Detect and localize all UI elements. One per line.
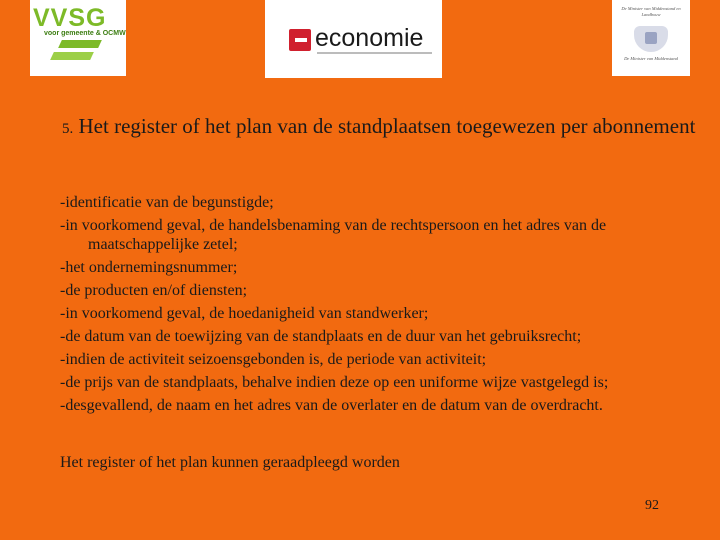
list-item: -identificatie van de begunstigde; — [60, 194, 274, 211]
economie-logo-icon — [289, 29, 311, 51]
list-item: -in voorkomend geval, de hoedanigheid van standwerker; — [60, 305, 429, 322]
list-item: -de datum van de toewijzing van de standplaats en de duur van het gebruiksrecht; — [60, 328, 582, 345]
economie-logo-tagline-line — [317, 52, 432, 54]
register-note: Het register of het plan kunnen geraadpleegd worden — [60, 454, 400, 471]
list-item: -de prijs van de standplaats, behalve indien deze op een uniforme wijze vastgelegd is; — [60, 374, 609, 391]
vvsg-logo-stripe — [58, 40, 102, 48]
list-item: -het ondernemingsnummer; — [60, 259, 238, 276]
economie-logo — [265, 0, 442, 78]
list-item: -desgevallend, de naam en het adres van de overlater en de datum van de overdracht. — [60, 397, 603, 414]
vvsg-logo-subtitle: voor gemeente & OCMW — [44, 30, 126, 37]
section-heading — [62, 114, 720, 142]
vvsg-logo — [30, 0, 126, 76]
vvsg-logo-letters: VVSG — [33, 4, 107, 32]
crest-logo — [612, 0, 690, 76]
crest-top-text: De Minister van Middenstand en Landbouw — [621, 6, 681, 17]
coat-of-arms-icon — [634, 26, 668, 52]
register-items-list — [60, 193, 710, 419]
section-number: 5. — [62, 121, 74, 137]
vvsg-logo-stripe — [50, 52, 94, 60]
economie-logo-wordmark: economie — [315, 24, 424, 52]
section-title: Het register of het plan van de standplaatsen toegewezen per abonnement — [78, 114, 696, 138]
list-item: -de producten en/of diensten; — [60, 282, 248, 299]
list-item: -in voorkomend geval, de handelsbenaming van de rechtspersoon en het adres van de maatschappelijke zetel; — [60, 217, 607, 253]
crest-bottom-text: De Minister van Middenstand — [624, 56, 678, 61]
list-item: -indien de activiteit seizoensgebonden is, de periode van activiteit; — [60, 351, 487, 368]
page-number: 92 — [645, 498, 659, 513]
